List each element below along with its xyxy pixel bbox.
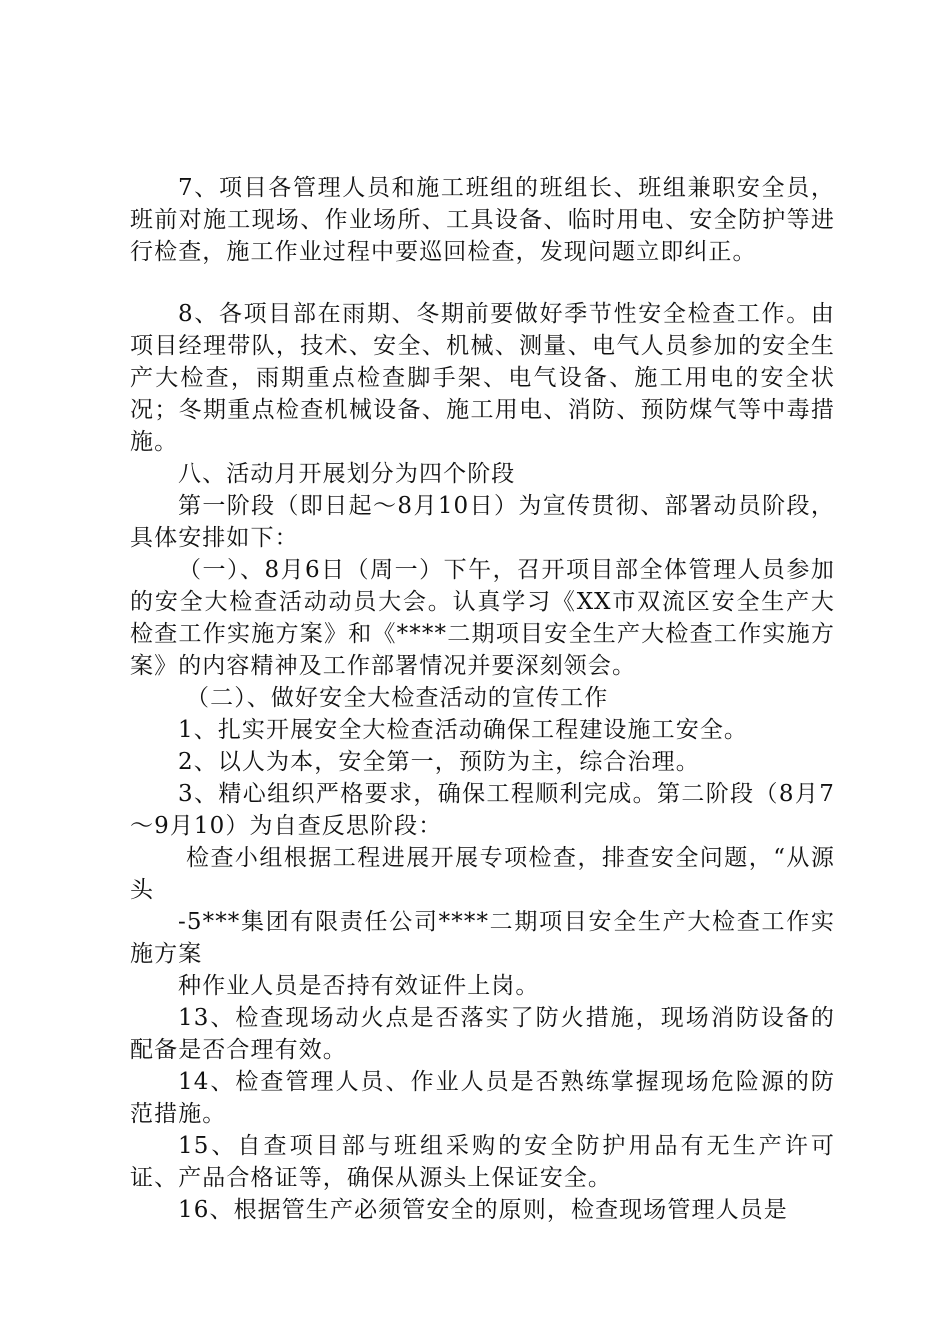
paragraph-item-7: 7、项目各管理人员和施工班组的班组长、班组兼职安全员，班前对施工现场、作业场所、工具设备、临时用电、安全防护等进行检查，施工作业过程中要巡回检查，发现问题立即纠正。 [130, 175, 835, 265]
paragraph-stage-one: 第一阶段（即日起～8月10日）为宣传贯彻、部署动员阶段，具体安排如下： [130, 493, 835, 551]
list-item-16: 16、根据管生产必须管安全的原则，检查现场管理人员是 [178, 1197, 788, 1223]
paragraph-sub-one: （一）、8月6日（周一）下午，召开项目部全体管理人员参加的安全大检查活动动员大会。认真学习《XX市双流区安全生产大检查工作实施方案》和《****二期项目安全生产大检查工作实施方案》的内容精神及工作部署情况并要深刻领会。 [130, 557, 835, 679]
paragraph-continuation: 种作业人员是否持有效证件上岗。 [178, 973, 540, 999]
list-item-2: 2、以人为本，安全第一，预防为主，综合治理。 [178, 749, 700, 775]
list-item-3: 3、精心组织严格要求，确保工程顺利完成。第二阶段（8月7～9月10）为自查反思阶段： [130, 781, 835, 839]
paragraph-gap [130, 268, 835, 298]
paragraph-item-8: 8、各项目部在雨期、冬期前要做好季节性安全检查工作。由项目经理带队，技术、安全、机械、测量、电气人员参加的安全生产大检查，雨期重点检查脚手架、电气设备、施工用电的安全状况；冬期重点检查机械设备、施工用电、消防、预防煤气等中毒措施。 [130, 301, 835, 455]
paragraph-inspection-group: 检查小组根据工程进展开展专项检查，排查安全问题，“从源头 [130, 845, 835, 903]
list-item-15: 15、自查项目部与班组采购的安全防护用品有无生产许可证、产品合格证等，确保从源头上保证安全。 [130, 1133, 835, 1191]
page-footer-title: -5***集团有限责任公司****二期项目安全生产大检查工作实施方案 [130, 909, 835, 967]
document-body [130, 172, 835, 1226]
paragraph-sub-two: （二）、做好安全大检查活动的宣传工作 [186, 685, 609, 711]
section-heading-activity-stages: 八、活动月开展划分为四个阶段 [178, 461, 516, 487]
list-item-1: 1、扎实开展安全大检查活动确保工程建设施工安全。 [178, 717, 749, 743]
list-item-14: 14、检查管理人员、作业人员是否熟练掌握现场危险源的防范措施。 [130, 1069, 835, 1127]
list-item-13: 13、检查现场动火点是否落实了防火措施，现场消防设备的配备是否合理有效。 [130, 1005, 835, 1063]
